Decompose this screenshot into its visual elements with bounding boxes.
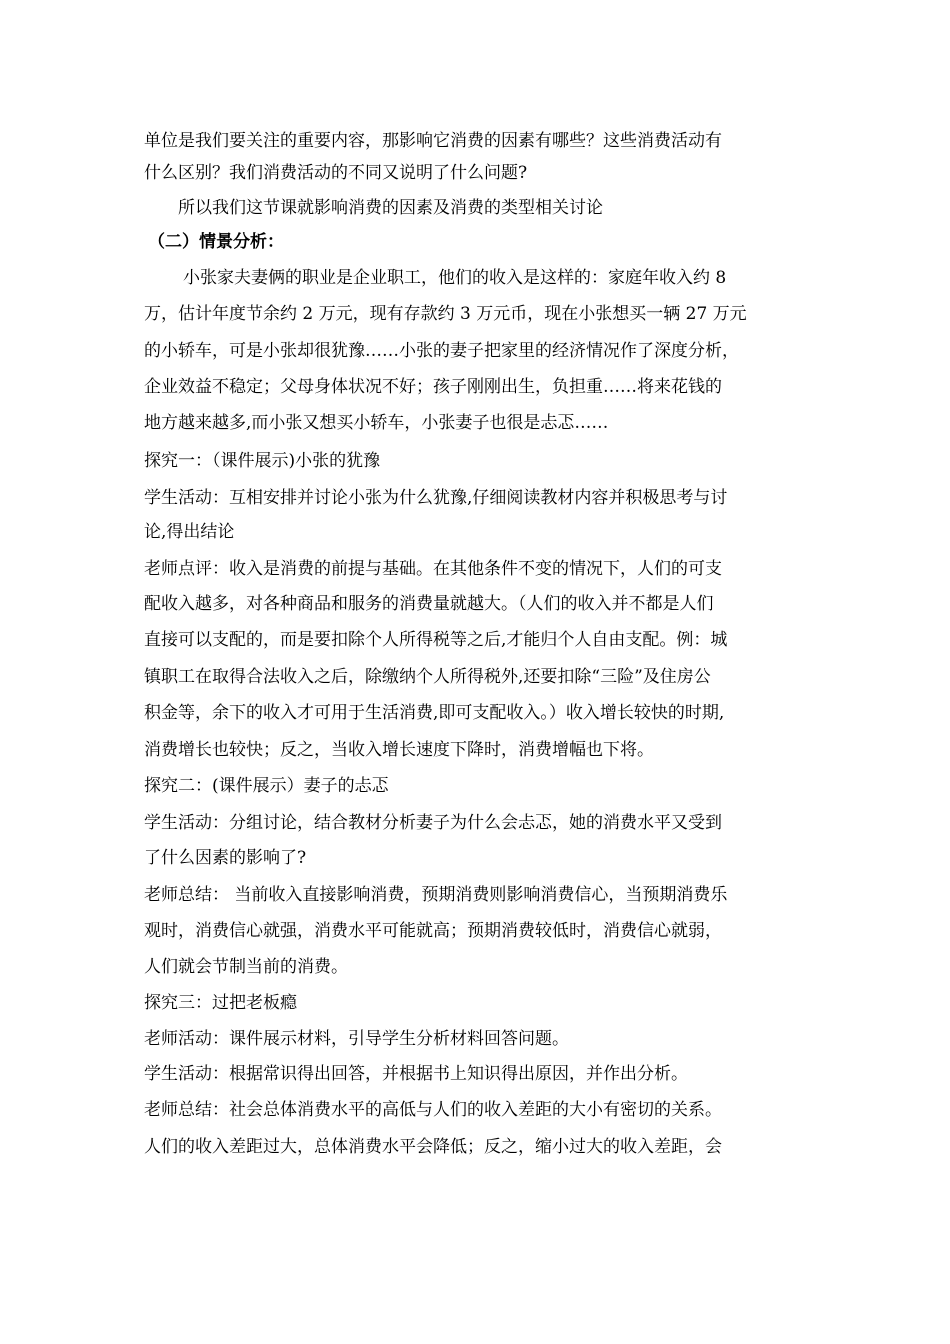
text-line: 探究二：(课件展示）妻子的忐忑 bbox=[144, 776, 389, 796]
text-line: 的小轿车，可是小张却很犹豫……小张的妻子把家里的经济情况作了深度分析， bbox=[144, 341, 739, 361]
text-line: 观时，消费信心就强，消费水平可能就高；预期消费较低时，消费信心就弱， bbox=[144, 921, 722, 941]
text-line: 了什么因素的影响了? bbox=[144, 848, 307, 868]
text-line: 单位是我们要关注的重要内容，那影响它消费的因素有哪些？这些消费活动有 bbox=[144, 131, 722, 151]
text-line: 探究三：过把老板瘾 bbox=[144, 993, 297, 1013]
text-line: 人们的收入差距过大，总体消费水平会降低；反之，缩小过大的收入差距，会 bbox=[144, 1137, 722, 1157]
text-line: 所以我们这节课就影响消费的因素及消费的类型相关讨论 bbox=[178, 198, 603, 218]
text-line: 老师活动：课件展示材料，引导学生分析材料回答问题。 bbox=[144, 1029, 569, 1049]
text-line: 学生活动：根据常识得出回答，并根据书上知识得出原因，并作出分析。 bbox=[144, 1064, 688, 1084]
text-line: 配收入越多，对各种商品和服务的消费量就越大。（人们的收入并不都是人们 bbox=[144, 594, 714, 614]
text-line: 学生活动：互相安排并讨论小张为什么犹豫,仔细阅读教材内容并积极思考与讨 bbox=[144, 488, 728, 508]
text-line: 消费增长也较快；反之，当收入增长速度下降时，消费增幅也下将。 bbox=[144, 740, 654, 760]
text-line: 直接可以支配的，而是要扣除个人所得税等之后,才能归个人自由支配。例：城 bbox=[144, 630, 728, 650]
text-line: 探究一：（课件展示)小张的犹豫 bbox=[144, 451, 381, 471]
text-line: 老师总结： 当前收入直接影响消费，预期消费则影响消费信心，当预期消费乐 bbox=[144, 885, 728, 905]
text-line: 老师点评：收入是消费的前提与基础。在其他条件不变的情况下，人们的可支 bbox=[144, 559, 722, 579]
section-heading: （二）情景分析： bbox=[148, 232, 284, 252]
text-line: 镇职工在取得合法收入之后，除缴纳个人所得税外,还要扣除“三险”及住房公 bbox=[144, 667, 711, 687]
text-line: 积金等，余下的收入才可用于生活消费,即可支配收入。）收入增长较快的时期, bbox=[144, 703, 725, 723]
text-line: 万，估计年度节余约 2 万元，现有存款约 3 万元币，现在小张想买一辆 27 万元 bbox=[144, 304, 747, 324]
text-line: 地方越来越多,而小张又想买小轿车，小张妻子也很是忐忑…… bbox=[144, 413, 609, 433]
text-line: 企业效益不稳定；父母身体状况不好；孩子刚刚出生，负担重……将来花钱的 bbox=[144, 377, 722, 397]
text-line: 什么区别？我们消费活动的不同又说明了什么问题? bbox=[144, 163, 528, 183]
text-line: 学生活动：分组讨论，结合教材分析妻子为什么会忐忑，她的消费水平又受到 bbox=[144, 813, 722, 833]
text-line: 人们就会节制当前的消费。 bbox=[144, 957, 348, 977]
text-line: 小张家夫妻俩的职业是企业职工，他们的收入是这样的：家庭年收入约 8 bbox=[183, 268, 727, 288]
text-line: 老师总结：社会总体消费水平的高低与人们的收入差距的大小有密切的关系。 bbox=[144, 1100, 722, 1120]
text-line: 论,得出结论 bbox=[144, 522, 235, 542]
